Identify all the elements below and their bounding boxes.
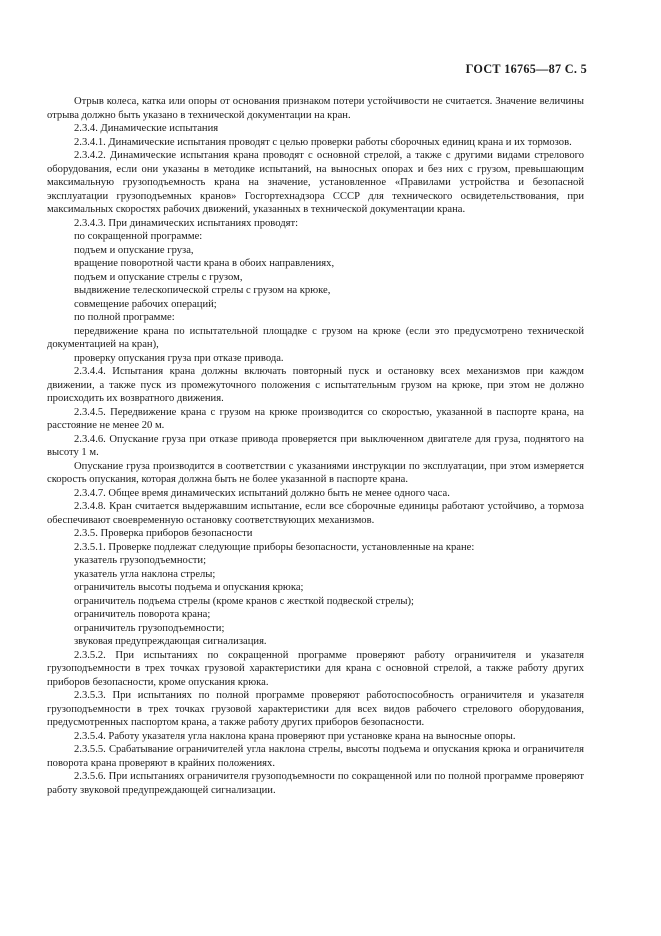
list-item: ограничитель высоты подъема и опускания крюка;: [74, 582, 304, 593]
paragraph: Опускание груза производится в соответствии с указаниями инструкции по эксплуатации, при этом измеряется скорость опускания, которая должна быть не более указанной в паспорте крана.: [47, 460, 584, 485]
paragraph: 2.3.4.3. При динамических испытаниях проводят:: [74, 217, 299, 229]
list-item: подъем и опускание стрелы с грузом,: [74, 271, 243, 283]
paragraph: Отрыв колеса, катка или опоры от основания признаком потери устойчивости не считается. Значение величины отрыва должно быть указано в технической документации на кран.: [47, 96, 584, 121]
page-header: ГОСТ 16765—87 С. 5: [465, 62, 587, 76]
paragraph: 2.3.4.5. Передвижение крана с грузом на крюке производится со скоростью, указанной в паспорте крана, на расстояние не менее 20 м.: [47, 406, 584, 431]
list-item: звуковая предупреждающая сигнализация.: [74, 636, 267, 647]
paragraph: 2.3.5.6. При испытаниях ограничителя грузоподъемности по сокращенной или по полной программе проверяют работу звуковой предупреждающей сигнализации.: [47, 771, 584, 796]
paragraph: 2.3.5.3. При испытаниях по полной программе проверяют работоспособность ограничителя и указателя грузоподъемности в трех точках грузовой характеристики для всех видов рабочего стрелового оборудования, предусмотренных паспортом крана, а также работу других приборов безопасности.: [47, 690, 584, 728]
paragraph: 2.3.4.6. Опускание груза при отказе привода проверяется при выключенном двигателе для груза, поднятого на высоту 1 м.: [47, 433, 584, 458]
list-item: по сокращенной программе:: [74, 231, 203, 242]
list-item: ограничитель поворота крана;: [74, 609, 211, 620]
paragraph: 2.3.4.7. Общее время динамических испытаний должно быть не менее одного часа.: [74, 487, 450, 499]
paragraph: 2.3.5.2. При испытаниях по сокращенной программе проверяют работу ограничителя и указателя грузоподъемности в трех точках грузовой характеристики для крана с основной стрелой, а также работу других приборов безопасности, кроме опускания крюка.: [47, 649, 584, 688]
paragraph: 2.3.4.4. Испытания крана должны включать повторный пуск и остановку всех механизмов при каждом движении, а также пуск из промежуточного положения с испытательным грузом на крюке, при этом не должно происходить их возвратного движения.: [47, 366, 584, 404]
list-item: проверку опускания груза при отказе привода.: [74, 352, 284, 364]
section-heading: 2.3.5. Проверка приборов безопасности: [74, 528, 253, 539]
list-item: подъем и опускание груза,: [74, 244, 194, 256]
document-body: [47, 95, 584, 797]
list-item: по полной программе:: [74, 312, 175, 323]
list-item: совмещение рабочих операций;: [74, 298, 217, 310]
paragraph: 2.3.4.2. Динамические испытания крана проводят с основной стрелой, а также с другими видами стрелового оборудования, если они указаны в методике испытаний, на выносных опорах и без них с грузом, превышающим максимальную грузоподъемность крана на значение, установленное «Правилами устройства и безопасной эксплуатации грузоподъемных кранов» Госгортехнадзора СССР для технического освидетельствования, при максимальных скоростях рабочих движений, указанных в технической документации крана.: [47, 150, 584, 215]
list-item: передвижение крана по испытательной площадке с грузом на крюке (если это предусмотрено технической документацией на кран),: [47, 325, 584, 350]
list-item: ограничитель грузоподъемности;: [74, 622, 225, 634]
list-item: вращение поворотной части крана в обоих направлениях,: [74, 258, 335, 269]
paragraph: 2.3.5.1. Проверке подлежат следующие приборы безопасности, установленные на кране:: [74, 541, 475, 553]
paragraph: 2.3.5.4. Работу указателя угла наклона крана проверяют при установке крана на выносные опоры.: [74, 730, 516, 742]
list-item: указатель грузоподъемности;: [74, 555, 207, 566]
list-item: выдвижение телескопической стрелы с грузом на крюке,: [74, 285, 331, 296]
list-item: ограничитель подъема стрелы (кроме кранов с жесткой подвеской стрелы);: [74, 595, 414, 607]
paragraph: 2.3.4.1. Динамические испытания проводят с целью проверки работы сборочных единиц крана и их тормозов.: [74, 136, 572, 148]
section-heading: 2.3.4. Динамические испытания: [74, 123, 219, 134]
paragraph: 2.3.4.8. Кран считается выдержавшим испытание, если все сборочные единицы работают устойчиво, а тормоза обеспечивают своевременную остановку соответствующих механизмов.: [47, 501, 584, 526]
list-item: указатель угла наклона стрелы;: [74, 568, 216, 580]
paragraph: 2.3.5.5. Срабатывание ограничителей угла наклона стрелы, высоты подъема и опускания крюка и ограничителя поворота крана проверяют в крайних положениях.: [47, 744, 584, 769]
